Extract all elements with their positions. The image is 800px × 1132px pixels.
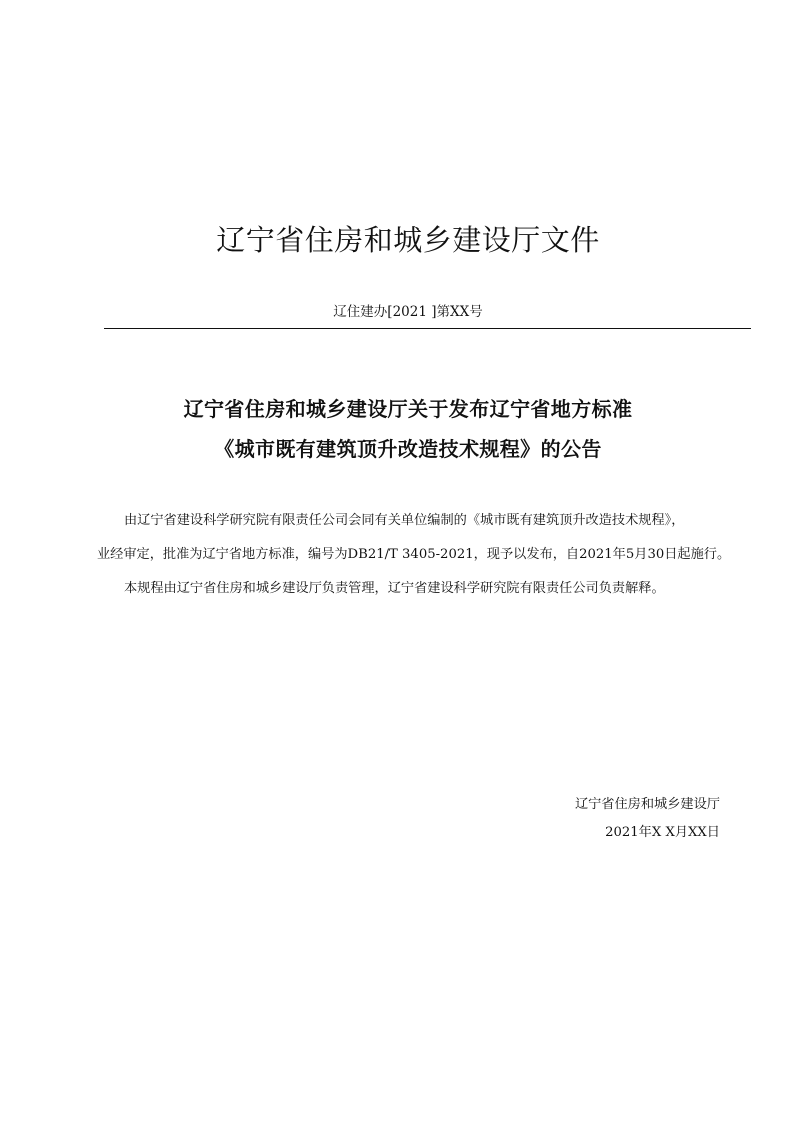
- body-paragraph2: 本规程由辽宁省住房和城乡建设厅负责管理，辽宁省建设科学研究院有限责任公司负责解释。: [124, 581, 665, 596]
- signature-date: 2021年X X月XX日: [605, 825, 720, 840]
- body-paragraph1-line2: 业经审定，批准为辽宁省地方标准，编号为DB21/T 3405-2021，现予以发布，自2021年5月30日起施行。: [97, 547, 731, 562]
- notice-title-line2: 《城市既有建筑顶升改造技术规程》的公告: [214, 437, 602, 461]
- notice-title-line1: 辽宁省住房和城乡建设厅关于发布辽宁省地方标准: [183, 397, 633, 421]
- header-divider: [104, 328, 751, 329]
- signature-organization: 辽宁省住房和城乡建设厅: [574, 797, 720, 812]
- document-number: 辽住建办[2021 ]第XX号: [333, 304, 483, 320]
- document-header-title: 辽宁省住房和城乡建设厅文件: [216, 223, 600, 257]
- body-paragraph1-line1: 由辽宁省建设科学研究院有限责任公司会同有关单位编制的《城市既有建筑顶升改造技术规程》，: [124, 513, 685, 528]
